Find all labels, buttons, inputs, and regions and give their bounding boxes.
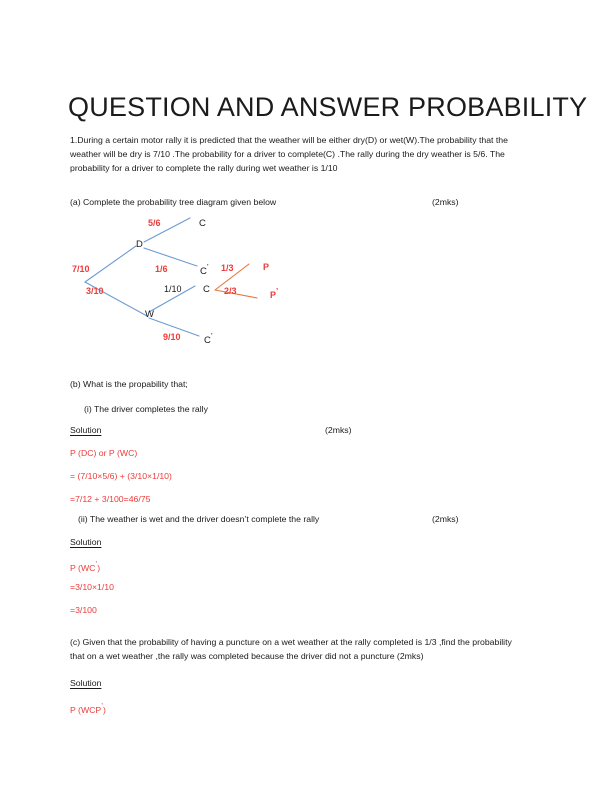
tree-branch-lines — [60, 206, 360, 352]
intro-paragraph: 1.During a certain motor rally it is predicted that the weather will be either dry(D) or wet(W).The probability that the weather will be dry is 7/10 .The probability for a driver to complete(C) .The rally during the dry weather is 5/6. The probability for a driver to complete the rally during wet weather is 1/10 — [70, 134, 508, 174]
part-b-i-step-1: P (DC) or P (WC) — [70, 448, 138, 458]
tree-leaf-cprime-upper: C’ — [200, 263, 209, 278]
part-a-marks: (2mks) — [432, 197, 459, 207]
page-title: QUESTION AND ANSWER PROBABILITY — [68, 92, 588, 123]
part-b-i-step-2: = (7/10×5/6) + (3/10×1/10) — [70, 471, 172, 481]
part-b-i-marks: (2mks) — [325, 425, 352, 435]
part-c-answer — [70, 700, 106, 717]
tree-node-d: D — [136, 239, 143, 250]
tree-label-2-3: 2/3 — [224, 286, 237, 296]
prime-mark-2: ’ — [210, 332, 213, 341]
part-b-prompt: (b) What is the propability that; — [70, 379, 188, 389]
tree-node-w: W — [145, 309, 154, 320]
part-b-ii-step-1 — [70, 558, 100, 575]
part-b-ii-solution-label: Solution — [70, 537, 102, 547]
tree-leaf-c-lower: C — [203, 284, 210, 295]
part-b-ii-step-3: =3/100 — [70, 605, 97, 615]
prime-mark-5: ’ — [101, 702, 103, 711]
tree-leaf-cprime-bottom: C’ — [204, 332, 213, 347]
tree-label-7-10: 7/10 — [72, 264, 90, 274]
branch-d-to-cprime — [144, 248, 197, 266]
prime-mark-4: ’ — [95, 560, 98, 569]
part-b-i-step-3: =7/12 + 3/100=46/75 — [70, 494, 151, 504]
part-c-solution-label: Solution — [70, 678, 102, 688]
part-b-ii-step-1-prefix: P (WC — [70, 562, 96, 573]
tree-leaf-c-top: C — [199, 218, 206, 229]
tree-label-5-6: 5/6 — [148, 218, 161, 228]
probability-tree-diagram — [60, 206, 360, 352]
tree-label-1-3: 1/3 — [221, 263, 234, 273]
branch-root-to-d — [85, 246, 136, 282]
part-b-i-question: (i) The driver completes the rally — [84, 404, 208, 414]
part-c-answer-prefix: P (WCP — [70, 704, 102, 715]
part-b-ii-question: (ii) The weather is wet and the driver doesn’t complete the rally — [78, 514, 320, 524]
tree-leaf-pprime: P’ — [270, 287, 279, 300]
part-b-i-solution-label: Solution — [70, 425, 102, 435]
part-b-ii-step-2: =3/10×1/10 — [70, 582, 114, 592]
prime-mark-3: ’ — [276, 287, 279, 296]
prime-mark-1: ’ — [206, 263, 209, 272]
part-c-answer-suffix: ) — [103, 704, 106, 715]
tree-label-1-6: 1/6 — [155, 264, 168, 274]
tree-label-1-10: 1/10 — [164, 284, 182, 294]
part-c-prompt: (c) Given that the probability of having a puncture on a wet weather at the rally completed is 1/3 ,find the probability that on a wet weather ,the rally was completed because the driver did not a puncture (2mks) — [70, 636, 512, 661]
tree-label-3-10: 3/10 — [86, 286, 104, 296]
part-a-prompt: (a) Complete the probability tree diagram given below — [70, 197, 277, 207]
tree-label-9-10: 9/10 — [163, 332, 181, 342]
part-b-ii-marks: (2mks) — [432, 514, 459, 524]
part-b-ii-step-1-suffix: ) — [97, 562, 101, 573]
tree-leaf-p: P — [263, 262, 270, 272]
